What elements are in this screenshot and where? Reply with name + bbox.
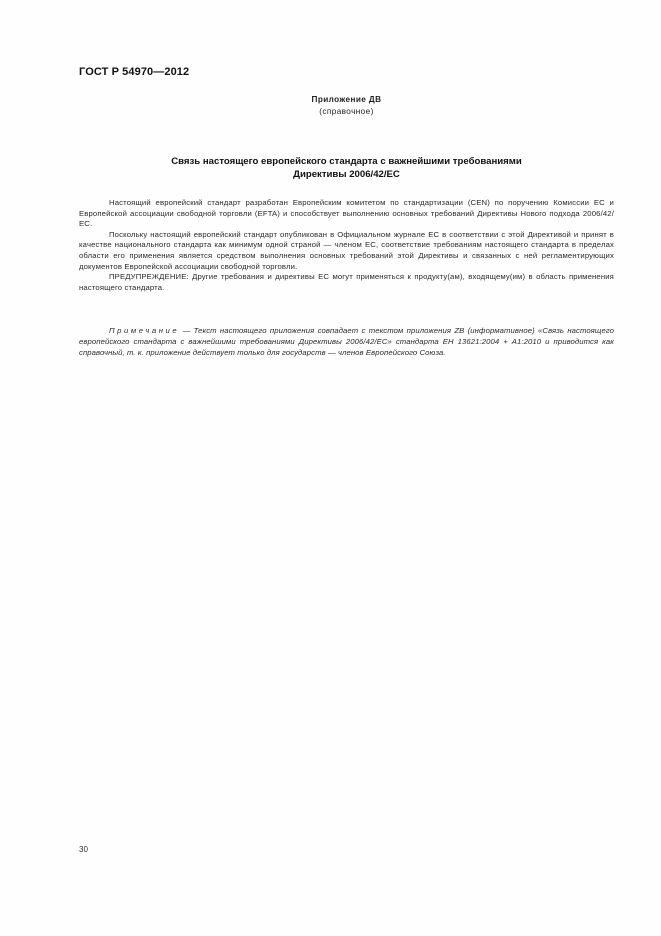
note-label: Примечание [109, 326, 180, 335]
appendix-label: Приложение ДВ [311, 95, 382, 104]
paragraph: Настоящий европейский стандарт разработан Европейским комитетом по стандартизации (CEN) по поручению Комиссии ЕС и Европейской ассоциации свободной торговли (EFTA) и способствует выполнению основных требований Директивы Нового подхода 2006/42/ЕС. [79, 198, 614, 229]
note-block [79, 325, 614, 359]
appendix-type: (справочное) [319, 107, 374, 116]
section-title-line-2: Директивы 2006/42/ЕС [293, 169, 400, 180]
warning-paragraph: ПРЕДУПРЕЖДЕНИЕ: Другие требования и директивы ЕС могут применяться к продукту(ам), входящему(им) в область применения настоящего стандарта. [79, 272, 614, 292]
document-id-header: ГОСТ Р 54970—2012 [79, 66, 190, 78]
section-title-line-1: Связь настоящего европейского стандарта с важнейшими требованиями [171, 156, 522, 167]
note-paragraph [79, 325, 614, 359]
section-title [0, 155, 661, 181]
page-number: 30 [79, 845, 88, 854]
paragraph: Поскольку настоящий европейский стандарт опубликован в Официальном журнале ЕС в соответствии с этой Директивой и принят в качестве национального стандарта как минимум одной страной — членом ЕС, соответствие требованиям настоящего стандарта в пределах области его применения является средством выполнения основных требований этой Директивы и связанных с ней регламентирующих документов Европейской ассоциации свободной торговли. [79, 229, 614, 271]
note-text: — Текст настоящего приложения совпадает с текстом приложения ZB (информативное) «Связь настоящего европейского стандарта с важнейшими требованиями Директивы 2006/42/ЕС» стандарта ЕН 13621:2004 + А1:2010 и приводится как справочный, т. к. приложение действует только для государств — членов Европейского Союза. [79, 326, 614, 358]
body-text [79, 198, 614, 293]
